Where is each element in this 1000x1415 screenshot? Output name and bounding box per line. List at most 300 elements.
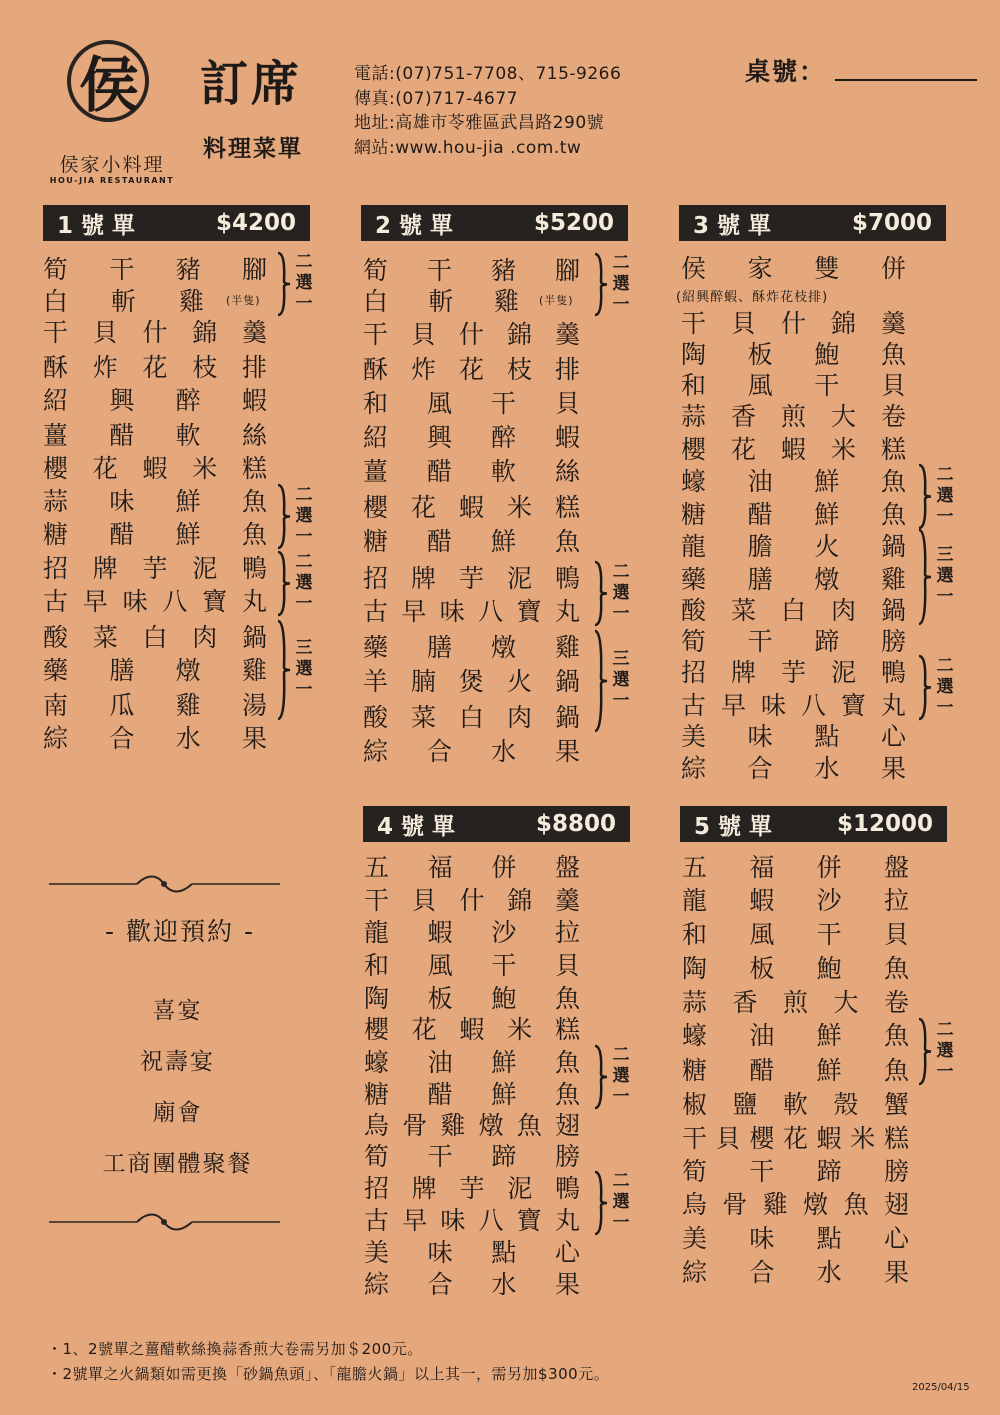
menu-item-char: 美 (682, 1224, 709, 1253)
menu-item-char: 枝 (506, 355, 533, 384)
menu-item-char: 花 (411, 1015, 438, 1044)
menu-item-char: 五 (682, 853, 709, 882)
choice-note: 二 選 一 (612, 1171, 630, 1233)
menu-item-char: 陶 (364, 984, 391, 1013)
menu-header (680, 806, 947, 842)
menu-item-char: 大 (830, 402, 857, 431)
menu-item-char: 貝 (410, 320, 437, 349)
menu-item-char: 米 (192, 454, 219, 483)
menu-item-char: 丸 (554, 1206, 581, 1235)
menu-item-char: 干 (747, 627, 774, 656)
menu-item-char: 鮑 (814, 340, 841, 369)
menu-item-char: 古 (364, 1206, 391, 1235)
menu-item-char: 干 (363, 320, 390, 349)
menu-item-char: 芋 (142, 554, 169, 583)
menu-item-char: 筍 (43, 255, 70, 284)
brand-name: 侯家小料理 (59, 154, 165, 176)
menu-item-char: 合 (427, 1270, 454, 1299)
menu-item (364, 851, 581, 881)
menu-item (43, 722, 268, 752)
menu-item-char: 風 (427, 951, 454, 980)
menu-item-char: 寶 (516, 1206, 543, 1235)
menu-item-char: 醋 (109, 421, 136, 450)
menu-item (43, 518, 268, 548)
menu-item-char: 鮮 (491, 1048, 518, 1077)
menu-item-char: 煲 (458, 667, 485, 696)
menu-item (363, 387, 581, 417)
menu-item-char: 大 (833, 988, 860, 1017)
menu-item (681, 530, 907, 560)
menu-item-char: 雞 (178, 287, 205, 316)
menu-item-char: 福 (427, 853, 454, 882)
menu-item-char: 錦 (830, 309, 857, 338)
brace-icon (276, 483, 292, 554)
menu-item-char: 陶 (681, 340, 708, 369)
menu-item-char: 羹 (554, 320, 581, 349)
menu-item (682, 851, 910, 881)
menu-item (364, 1236, 581, 1266)
menu-item (43, 485, 268, 515)
menu-item-char: 早 (82, 587, 109, 616)
menu-item-char: 合 (749, 1258, 776, 1287)
menu-item-char: 筍 (363, 256, 390, 285)
menu-item (364, 1046, 581, 1076)
menu-item-char: 魚 (241, 520, 268, 549)
footnote: ・1、2號單之薑醋軟絲換蒜香煎大卷需另加＄200元。 (47, 1340, 423, 1358)
menu-item-char: 風 (426, 389, 453, 418)
menu-item-char: 鍋 (241, 623, 268, 652)
menu-item-char: 白 (458, 703, 485, 732)
menu-item-char: 蝦 (142, 454, 169, 483)
menu-item-char: 花 (92, 454, 119, 483)
menu-item-char: 干 (814, 371, 841, 400)
menu-item-char: 綜 (43, 724, 70, 753)
menu-item-char: 鮮 (816, 1021, 843, 1050)
menu-item (681, 625, 907, 655)
ornament-top-icon (47, 874, 282, 894)
menu-item-char: 和 (363, 389, 390, 418)
ornament-bottom-icon (47, 1212, 282, 1232)
menu-item-char: 烏 (682, 1190, 709, 1219)
menu-item-char: 燉 (814, 565, 841, 594)
menu-item (681, 656, 907, 686)
menu-item (363, 353, 581, 383)
menu-item-char: 綜 (364, 1270, 391, 1299)
menu-item-char: 烏 (364, 1111, 391, 1140)
menu-item (363, 421, 581, 451)
menu-item-char: 醋 (427, 1080, 454, 1109)
menu-item-char: 龍 (682, 886, 709, 915)
menu-item-char: 酸 (681, 596, 708, 625)
menu-item-char: 醋 (426, 527, 453, 556)
menu-item (363, 491, 581, 521)
menu-item-char: 點 (816, 1224, 843, 1253)
menu-item-char: 醋 (749, 1056, 776, 1085)
menu-item-char: 綜 (681, 754, 708, 783)
menu-item-char: 水 (814, 754, 841, 783)
menu-item (682, 918, 910, 948)
menu-item (43, 351, 268, 381)
menu-item-char: 蠔 (682, 1021, 709, 1050)
choice-note: 二 選 一 (612, 1045, 630, 1107)
menu-item-char: 果 (883, 1258, 910, 1287)
menu-item-char: 味 (440, 1206, 467, 1235)
menu-item (43, 621, 268, 651)
menu-item-char: 點 (491, 1238, 518, 1267)
choice-note: 三 選 一 (295, 638, 313, 700)
menu-item-char: 菜 (410, 703, 437, 732)
menu-item-char: 干 (109, 255, 136, 284)
menu-item-char: 什 (780, 309, 807, 338)
menu-item-char: 錦 (506, 320, 533, 349)
menu-item-char: 古 (43, 587, 70, 616)
menu-item-char: 早 (401, 597, 428, 626)
menu-item (682, 1256, 910, 1286)
menu-item (43, 585, 268, 615)
menu-item-char: 併 (816, 853, 843, 882)
menu-item-char: 鴨 (554, 564, 581, 593)
menu-item-char: 五 (364, 853, 391, 882)
menu-item-char: 水 (816, 1258, 843, 1287)
menu-item (363, 285, 520, 315)
menu-item-char: 煎 (782, 988, 809, 1017)
menu-item (682, 884, 910, 914)
menu-item-char: 膳 (426, 633, 453, 662)
menu-item-char: 雞 (554, 633, 581, 662)
menu-item-char: 蝦 (816, 1124, 843, 1153)
menu-item-char: 味 (747, 722, 774, 751)
menu-item-char: 蟹 (883, 1090, 910, 1119)
menu-item-char: 斬 (110, 287, 137, 316)
menu-item (363, 665, 581, 695)
menu-item-char: 干 (682, 1124, 709, 1153)
menu-item-char: 蒜 (43, 487, 70, 516)
menu-item-char: 糖 (363, 527, 390, 556)
menu-item (681, 752, 907, 782)
menu-item-char: 鮮 (816, 1056, 843, 1085)
menu-item-char: 筍 (681, 627, 708, 656)
menu-item-char: 肉 (830, 596, 857, 625)
menu-item-char: 筍 (682, 1157, 709, 1186)
menu-item-char: 果 (554, 737, 581, 766)
footnote: ・2號單之火鍋類如需更換「砂鍋魚頭」、「龍膽火鍋」以上其一，需另加$300元。 (47, 1365, 610, 1383)
menu-item-char: 盤 (554, 853, 581, 882)
menu-item-char: 寶 (516, 597, 543, 626)
menu-item-char: 紹 (43, 386, 70, 415)
menu-item-char: 味 (427, 1238, 454, 1267)
menu-item-char: 翅 (554, 1111, 581, 1140)
menu-item (681, 465, 907, 495)
menu-item-char: 櫻 (749, 1124, 776, 1153)
menu-item-char: 花 (410, 493, 437, 522)
occasion-item: 廟會 (152, 1100, 203, 1126)
menu-item-char: 心 (880, 722, 907, 751)
menu-item-char: 蠔 (364, 1048, 391, 1077)
menu-item-char: 酸 (43, 623, 70, 652)
menu-item-char: 貝 (411, 886, 438, 915)
menu-item-char: 醉 (490, 423, 517, 452)
brace-icon (276, 251, 292, 321)
menu-item-char: 丸 (241, 587, 268, 616)
menu-item-char: 蠔 (681, 467, 708, 496)
menu-item-char: 殼 (833, 1090, 860, 1119)
menu-item-char: 雞 (440, 1111, 467, 1140)
menu-item-char: 櫻 (363, 493, 390, 522)
menu-item-char: 寶 (840, 691, 867, 720)
menu-item-char: 牌 (410, 564, 437, 593)
menu-item-char: 白 (780, 596, 807, 625)
menu-item-char: 合 (426, 737, 453, 766)
menu-item (363, 562, 581, 592)
menu-item-char: 豬 (490, 256, 517, 285)
logo: 侯 (79, 51, 139, 121)
menu-item-char: 沙 (491, 918, 518, 947)
menu-item-char: 炸 (410, 355, 437, 384)
menu-item-char: 味 (109, 487, 136, 516)
menu-item-char: 牌 (92, 554, 119, 583)
menu-item (681, 400, 907, 430)
menu-item (364, 1109, 581, 1139)
menu-item-char: 腳 (554, 256, 581, 285)
menu-item-char: 風 (747, 371, 774, 400)
menu-item-char: 早 (720, 691, 747, 720)
menu-item-char: 古 (681, 691, 708, 720)
menu-item-char: 龍 (681, 532, 708, 561)
menu-item-char: 櫻 (43, 454, 70, 483)
menu-item (681, 338, 907, 368)
menu-item-char: 水 (490, 737, 517, 766)
menu-item-char: 米 (506, 493, 533, 522)
menu-item-char: 干 (43, 318, 70, 347)
menu-item-char: 膳 (109, 656, 136, 685)
menu-item-char: 雞 (493, 287, 520, 316)
menu-item-char: 白 (43, 287, 70, 316)
menu-item-char: 雙 (814, 254, 841, 283)
menu-item-char: 湯 (241, 691, 268, 720)
menu-item-char: 煎 (780, 402, 807, 431)
menu-item-char: 鮮 (814, 500, 841, 529)
menu-item-char: 干 (427, 1142, 454, 1171)
menu-item-char: 油 (747, 467, 774, 496)
menu-item-char: 牌 (730, 658, 757, 687)
menu-item-char: 泥 (830, 658, 857, 687)
menu-item-char: 白 (363, 287, 390, 316)
menu-price: $4200 (215, 210, 296, 236)
occasion-item: 喜宴 (152, 998, 203, 1024)
menu-item-char: 火 (506, 667, 533, 696)
menu-item (681, 689, 907, 719)
menu-item-char: 合 (109, 724, 136, 753)
menu-item-char: 板 (747, 340, 774, 369)
menu-item-char: 櫻 (364, 1015, 391, 1044)
brace-icon (593, 560, 609, 631)
menu-label: 4 號 單 (377, 813, 456, 840)
menu-item-char: 雞 (175, 691, 202, 720)
brace-icon (593, 252, 609, 321)
menu-item-char: 侯 (681, 254, 708, 283)
menu-item-char: 干 (490, 389, 517, 418)
menu-item-char: 鍋 (554, 667, 581, 696)
page-title: 訂席 (200, 56, 303, 112)
menu-item-char: 排 (554, 355, 581, 384)
menu-item-char: 醋 (426, 457, 453, 486)
menu-item-note: (半隻) (539, 294, 574, 307)
menu-item-char: 雞 (762, 1190, 789, 1219)
menu-item-char: 菜 (730, 596, 757, 625)
menu-item-char: 燉 (478, 1111, 505, 1140)
menu-item-char: 糖 (43, 520, 70, 549)
menu-item-char: 招 (43, 554, 70, 583)
menu-item-char: 酸 (363, 703, 390, 732)
menu-item-char: 糖 (681, 500, 708, 529)
menu-item (363, 455, 581, 485)
menu-item-char: 干 (749, 1157, 776, 1186)
menu-item-char: 干 (426, 256, 453, 285)
menu-item (364, 1268, 581, 1298)
menu-item-char: 鮮 (814, 467, 841, 496)
menu-item-char: 果 (554, 1270, 581, 1299)
menu-item-char: 招 (364, 1174, 391, 1203)
menu-item-char: 蝦 (241, 386, 268, 415)
menu-item-char: 蝦 (780, 435, 807, 464)
menu-item (364, 1013, 581, 1043)
menu-item-char: 魚 (516, 1111, 543, 1140)
menu-item-char: 綜 (363, 737, 390, 766)
choice-note: 三 選 一 (936, 545, 954, 607)
menu-item-char: 八 (162, 587, 189, 616)
menu-item-char: 蹄 (816, 1157, 843, 1186)
menu-item-char: 干 (816, 920, 843, 949)
menu-item (43, 285, 205, 315)
menu-item-char: 沙 (816, 886, 843, 915)
menu-item-char: 拉 (883, 886, 910, 915)
menu-item-char: 味 (749, 1224, 776, 1253)
menu-item (682, 1188, 910, 1218)
menu-item-char: 興 (426, 423, 453, 452)
menu-item (681, 252, 907, 282)
menu-item (364, 1078, 581, 1108)
menu-item-char: 八 (478, 1206, 505, 1235)
choice-note: 二 選 一 (295, 252, 313, 314)
menu-item-char: 錦 (192, 318, 219, 347)
menu-item-char: 羹 (880, 309, 907, 338)
menu-item-char: 魚 (880, 500, 907, 529)
menu-item-char: 拉 (554, 918, 581, 947)
menu-item-char: 瓜 (109, 691, 136, 720)
menu-item-char: 膳 (747, 565, 774, 594)
menu-item-char: 泥 (506, 564, 533, 593)
menu-item-char: 膀 (880, 627, 907, 656)
menu-item-char: 芋 (458, 564, 485, 593)
menu-item-char: 醋 (109, 520, 136, 549)
menu-item-char: 椒 (682, 1090, 709, 1119)
menu-item-char: 炸 (92, 353, 119, 382)
menu-item-char: 板 (749, 954, 776, 983)
menu-item-char: 魚 (554, 1048, 581, 1077)
menu-item (682, 1155, 910, 1185)
menu-item-char: 果 (880, 754, 907, 783)
menu-item-char: 糕 (554, 493, 581, 522)
menu-item-char: 白 (142, 623, 169, 652)
menu-item (364, 1172, 581, 1202)
menu-item-char: 鹽 (732, 1090, 759, 1119)
menu-item-char: 豬 (175, 255, 202, 284)
menu-item-char: 貝 (730, 309, 757, 338)
menu-item-char: 紹 (363, 423, 390, 452)
menu-item-char: 魚 (880, 340, 907, 369)
menu-item-char: 卷 (883, 988, 910, 1017)
menu-item (364, 949, 581, 979)
page-subtitle: 料理菜單 (203, 136, 303, 162)
menu-item-char: 鴨 (241, 554, 268, 583)
choice-note: 二 選 一 (936, 464, 954, 527)
menu-item-char: 盤 (883, 853, 910, 882)
choice-note: 二 選 一 (612, 561, 630, 624)
menu-item (681, 594, 907, 624)
menu-item-char: 雞 (241, 656, 268, 685)
menu-item-char: 和 (681, 371, 708, 400)
menu-item-char: 羹 (554, 886, 581, 915)
menu-item-char: 牌 (411, 1174, 438, 1203)
menu-item-char: 糕 (880, 435, 907, 464)
menu-item-char: 腳 (241, 255, 268, 284)
brand-english-name: HOU-JIA RESTAURANT (49, 176, 175, 185)
menu-item-char: 美 (364, 1238, 391, 1267)
choice-note: 二 選 一 (936, 655, 954, 718)
menu-item-char: 家 (747, 254, 774, 283)
address: 地址:高雄市苓雅區武昌路290號 (354, 113, 605, 133)
menu-item-char: 八 (478, 597, 505, 626)
brace-icon (917, 463, 933, 534)
table-number-blank (835, 79, 977, 81)
menu-item-char: 蹄 (814, 627, 841, 656)
menu-item-char: 合 (747, 754, 774, 783)
menu-item-char: 軟 (175, 421, 202, 450)
menu-item-char: 貝 (554, 389, 581, 418)
menu-item-char: 肉 (192, 623, 219, 652)
menu-item-char: 火 (814, 532, 841, 561)
menu-item-char: 糖 (682, 1056, 709, 1085)
menu-item-char: 卷 (880, 402, 907, 431)
menu-item-char: 招 (363, 564, 390, 593)
menu-header (361, 205, 628, 241)
menu-item-char: 干 (364, 886, 391, 915)
menu-item-char: 鍋 (880, 596, 907, 625)
menu-item-char: 鴨 (554, 1174, 581, 1203)
menu-item-char: 香 (732, 988, 759, 1017)
menu-label: 5 號 單 (694, 813, 773, 840)
menu-item-char: 魚 (241, 487, 268, 516)
menu-item-char: 芋 (459, 1174, 486, 1203)
table-number-label: 桌號： (745, 57, 827, 86)
menu-item-char: 魚 (883, 1056, 910, 1085)
brace-icon (276, 550, 292, 621)
menu-item-char: 美 (681, 722, 708, 751)
menu-item (682, 952, 910, 982)
menu-header (43, 205, 310, 241)
occasion-item: 工商團體聚餐 (102, 1151, 253, 1177)
menu-item-char: 花 (458, 355, 485, 384)
menu-item-note: (半隻) (226, 294, 261, 307)
fax: 傳真:(07)717-4677 (354, 88, 518, 109)
menu-item-char: 絲 (241, 421, 268, 450)
menu-item-char: 糖 (364, 1080, 391, 1109)
menu-item-char: 藥 (681, 565, 708, 594)
menu-item-char: 鮮 (490, 527, 517, 556)
menu-item-char: 鮑 (816, 954, 843, 983)
menu-item-char: 軟 (490, 457, 517, 486)
menu-item (681, 307, 907, 337)
